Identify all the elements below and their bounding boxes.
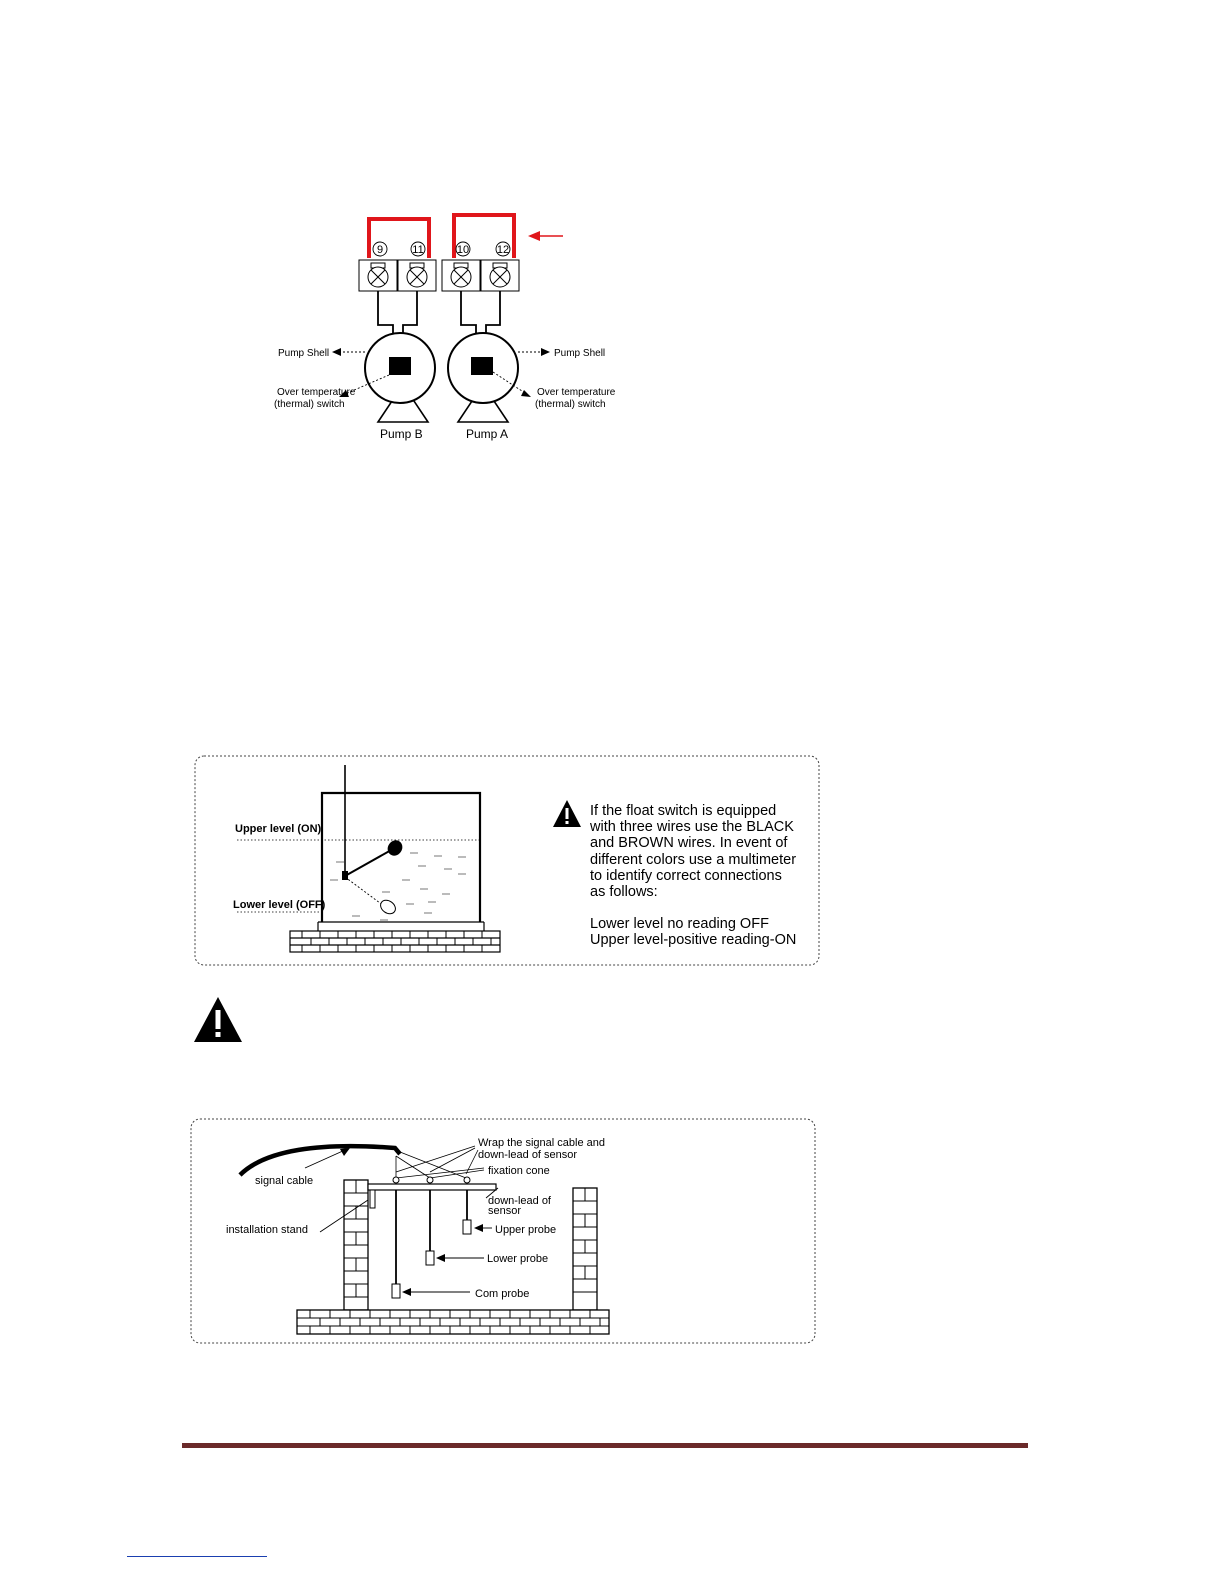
terminal-9: 9: [376, 244, 384, 256]
installation-stand: [368, 1184, 496, 1190]
installation-stand-label: installation stand: [226, 1224, 308, 1236]
pump-a-switch-label-2: (thermal) switch: [535, 399, 606, 410]
float-pivot: [342, 871, 348, 880]
red-jumpers: [369, 215, 514, 258]
pump-b-switch-label-1: Over temperature: [277, 387, 356, 398]
pump-b-body: [365, 333, 435, 422]
down-lead-label-1: down-lead of: [488, 1195, 551, 1207]
float-switch-notice: [590, 803, 810, 949]
wrap-label-2: down-lead of sensor: [478, 1149, 578, 1161]
fixation-cone-label: fixation cone: [488, 1165, 550, 1177]
reading-lower: Lower level no reading OFF: [590, 916, 769, 933]
lower-level-label: Lower level (OFF): [233, 899, 326, 911]
brick-floor: [290, 931, 500, 952]
com-probe-label: Com probe: [475, 1288, 530, 1300]
pump-b-switch-label-2: (thermal) switch: [274, 399, 345, 410]
signal-cable-label: signal cable: [255, 1175, 314, 1187]
pump-a-switch-label-1: Over temperature: [537, 387, 616, 398]
red-arrow-icon: [528, 231, 563, 241]
upper-level-label: Upper level (ON): [235, 823, 322, 835]
notice-line: to identify correct connections: [590, 867, 782, 884]
pump-b-shell-label: Pump Shell: [278, 348, 330, 359]
pump-b-name: Pump B: [380, 427, 423, 441]
notice-line: with three wires use the BLACK: [590, 819, 794, 836]
footer-rule: [182, 1443, 1028, 1448]
notice-line: as follows:: [590, 884, 658, 901]
terminal-numbers: [373, 242, 510, 256]
pump-a-name: Pump A: [466, 427, 509, 441]
terminal-10: 10: [456, 244, 470, 256]
wrap-label-1: Wrap the signal cable and: [478, 1137, 605, 1149]
terminal-12: 12: [496, 244, 510, 256]
probe-installation-box: [188, 1117, 820, 1347]
notice-line: If the float switch is equipped: [590, 803, 777, 819]
lower-probe-label: Lower probe: [487, 1253, 549, 1265]
reading-upper: Upper level-positive reading-ON: [590, 932, 797, 949]
warning-icon: [192, 995, 244, 1045]
upper-probe-label: Upper probe: [495, 1224, 557, 1236]
terminal-11: 11: [412, 244, 424, 256]
notice-line: different colors use a multimeter: [590, 851, 797, 868]
pump-a-shell-label: Pump Shell: [554, 348, 606, 359]
pump-wiring-diagram: [260, 205, 620, 450]
footnote-underline: [127, 1556, 267, 1557]
pump-a-body: [448, 333, 518, 422]
notice-line: and BROWN wires. In event of: [590, 835, 788, 852]
down-lead-label-2: sensor: [488, 1205, 522, 1217]
